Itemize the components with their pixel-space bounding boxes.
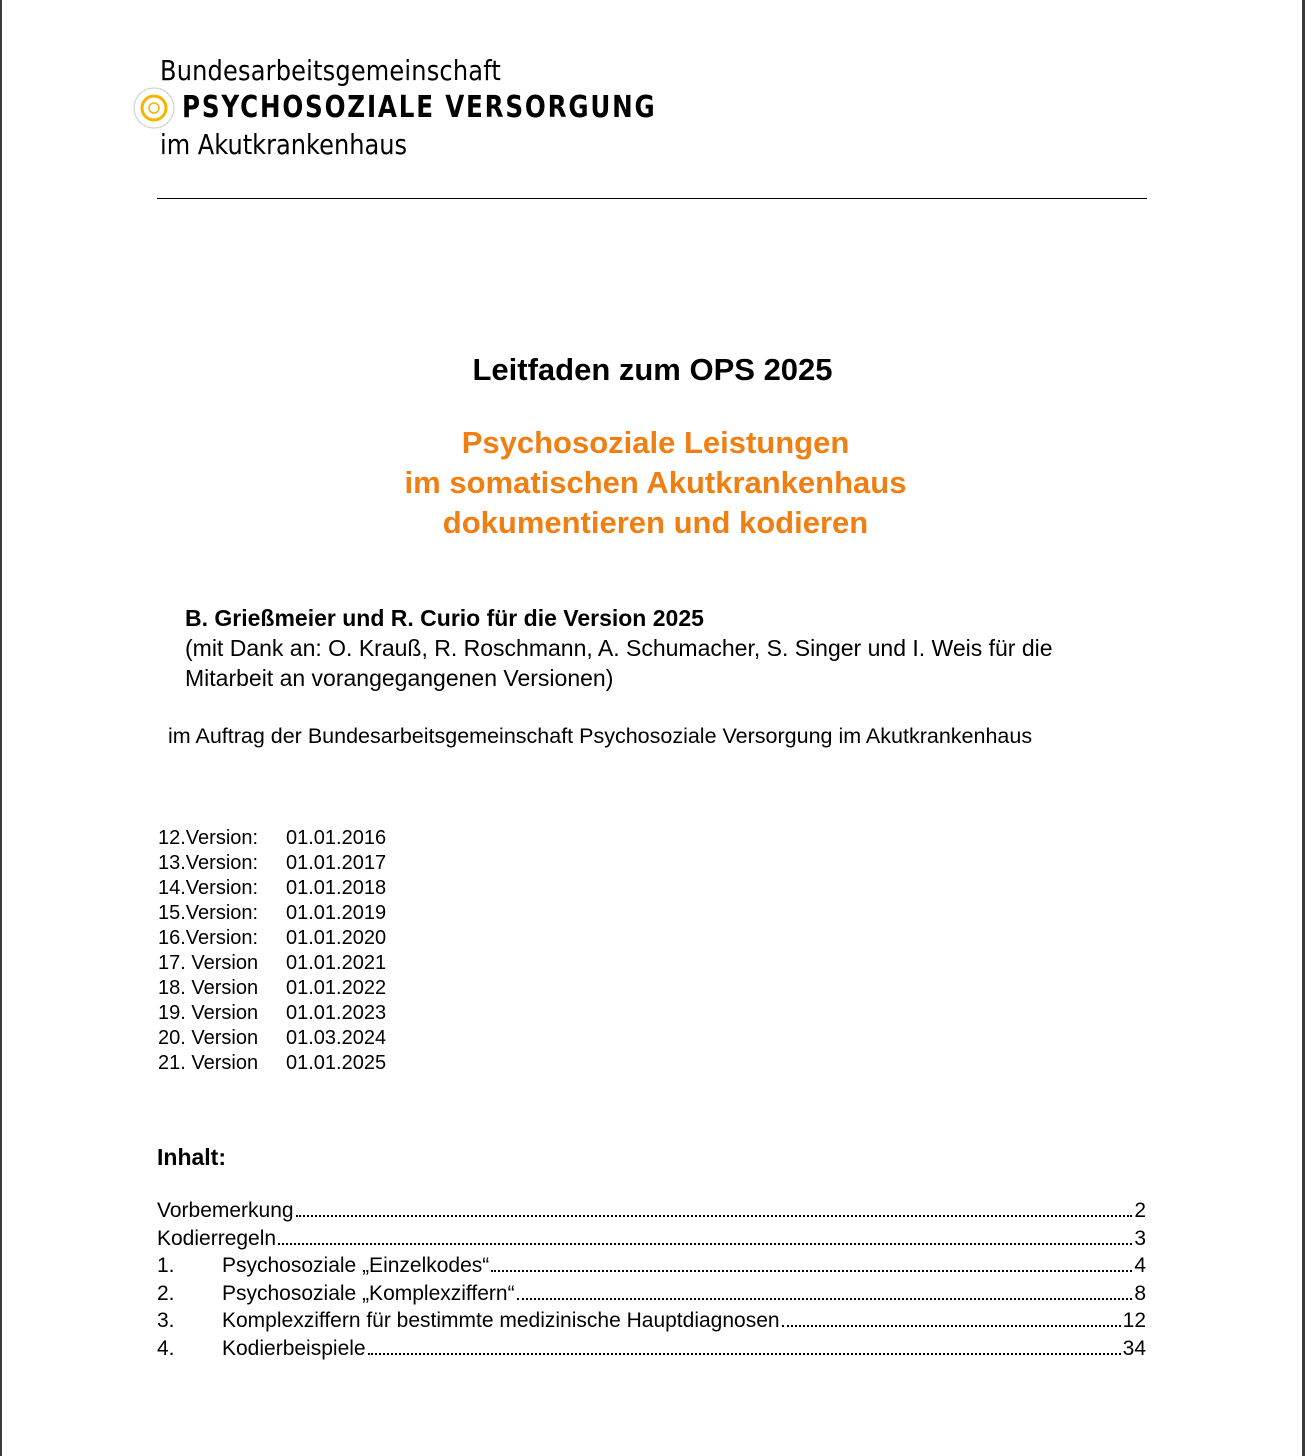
version-row (158, 851, 386, 876)
toc-entry-title: Kodierregeln (157, 1226, 277, 1250)
subtitle-line-2: im somatischen Akutkrankenhaus (404, 465, 907, 500)
toc-page-number: 8 (1134, 1281, 1146, 1305)
authors-thanks-line-2: Mitarbeit an vorangegangenen Versionen) (185, 665, 614, 691)
toc-entry-title: Psychosoziale „Einzelkodes“ (222, 1254, 490, 1277)
document-subtitle (0, 423, 1305, 543)
version-label: 16.Version: (158, 927, 259, 949)
toc-entry-title: Komplexziffern für bestimmte medizinische Hauptdiagnosen (222, 1309, 780, 1332)
authors-main: B. Grießmeier und R. Curio für die Version 2025 (185, 605, 704, 631)
toc-entry-title: Psychosoziale „Komplexziffern“ (222, 1281, 515, 1305)
version-label: 12.Version: (158, 827, 259, 849)
version-history (158, 826, 386, 1076)
toc-entry-kodierbeispiele[interactable] (157, 1335, 1146, 1363)
bag-logo (130, 52, 670, 167)
version-date: 01.01.2023 (286, 1002, 387, 1024)
toc-page-number: 34 (1122, 1336, 1146, 1360)
page-border-left (0, 0, 2, 1456)
toc-leader-dots (517, 1298, 1133, 1300)
commission-note: im Auftrag der Bundesarbeitsgemeinschaft Psychosoziale Versorgung im Akutkrankenhaus (168, 724, 1033, 748)
table-of-contents (157, 1197, 1146, 1362)
authors-thanks-line-1: (mit Dank an: O. Krauß, R. Roschmann, A. Schumacher, S. Singer und I. Weis für die (185, 635, 1053, 661)
version-date: 01.01.2022 (286, 977, 387, 999)
toc-page-number: 3 (1134, 1226, 1146, 1250)
toc-entry-kodierregeln[interactable] (157, 1225, 1146, 1253)
version-row (158, 1051, 386, 1076)
version-row (158, 901, 386, 926)
subtitle-line-3: dokumentieren und kodieren (442, 505, 869, 540)
version-date: 01.01.2025 (286, 1052, 387, 1074)
version-row (158, 1026, 386, 1051)
toc-page-number: 12 (1122, 1309, 1146, 1332)
header-divider (157, 198, 1147, 199)
sun-ring-icon (130, 84, 178, 132)
version-label: 19. Version (158, 1002, 259, 1024)
subtitle-line-1: Psychosoziale Leistungen (461, 425, 850, 460)
version-label: 18. Version (158, 977, 259, 999)
toc-entry-title: Vorbemerkung (157, 1199, 294, 1222)
version-date: 01.01.2018 (286, 877, 387, 899)
toc-leader-dots (368, 1353, 1121, 1355)
toc-entry-hauptdiagnosen[interactable] (157, 1307, 1146, 1335)
version-row (158, 876, 386, 901)
version-label: 21. Version (158, 1052, 259, 1074)
authors-block (185, 603, 1053, 693)
toc-entry-einzelkodes[interactable] (157, 1252, 1146, 1280)
toc-page-number: 4 (1134, 1254, 1146, 1277)
toc-leader-dots (491, 1270, 1132, 1272)
toc-entry-title: Kodierbeispiele (222, 1336, 366, 1360)
version-row (158, 1001, 386, 1026)
version-date: 01.01.2020 (286, 927, 387, 949)
version-label: 20. Version (158, 1027, 259, 1049)
logo-line-2: PSYCHOSOZIALE VERSORGUNG (182, 90, 657, 125)
toc-entry-number: 1. (157, 1254, 175, 1277)
toc-entry-komplexziffern[interactable] (157, 1280, 1146, 1308)
toc-entry-vorbemerkung[interactable] (157, 1197, 1146, 1225)
version-row (158, 826, 386, 851)
version-row (158, 951, 386, 976)
version-label: 13.Version: (158, 852, 259, 874)
toc-leader-dots (296, 1215, 1133, 1217)
toc-entry-number: 3. (157, 1309, 175, 1332)
toc-leader-dots (278, 1243, 1132, 1245)
toc-page-number: 2 (1134, 1199, 1146, 1222)
toc-entry-number: 2. (157, 1281, 175, 1305)
logo-line-3: im Akutkrankenhaus (160, 128, 408, 161)
version-date: 01.03.2024 (286, 1027, 387, 1049)
version-row (158, 976, 386, 1001)
version-date: 01.01.2019 (286, 902, 387, 924)
version-label: 15.Version: (158, 902, 259, 924)
version-date: 01.01.2021 (286, 952, 387, 974)
version-label: 14.Version: (158, 877, 259, 899)
version-date: 01.01.2016 (286, 827, 387, 849)
toc-heading: Inhalt: (157, 1144, 226, 1170)
logo-line-1: Bundesarbeitsgemeinschaft (160, 54, 502, 87)
toc-leader-dots (782, 1325, 1121, 1327)
toc-entry-number: 4. (157, 1336, 175, 1360)
version-label: 17. Version (158, 952, 259, 974)
document-title: Leitfaden zum OPS 2025 (472, 352, 833, 387)
version-row (158, 926, 386, 951)
version-date: 01.01.2017 (286, 852, 387, 874)
